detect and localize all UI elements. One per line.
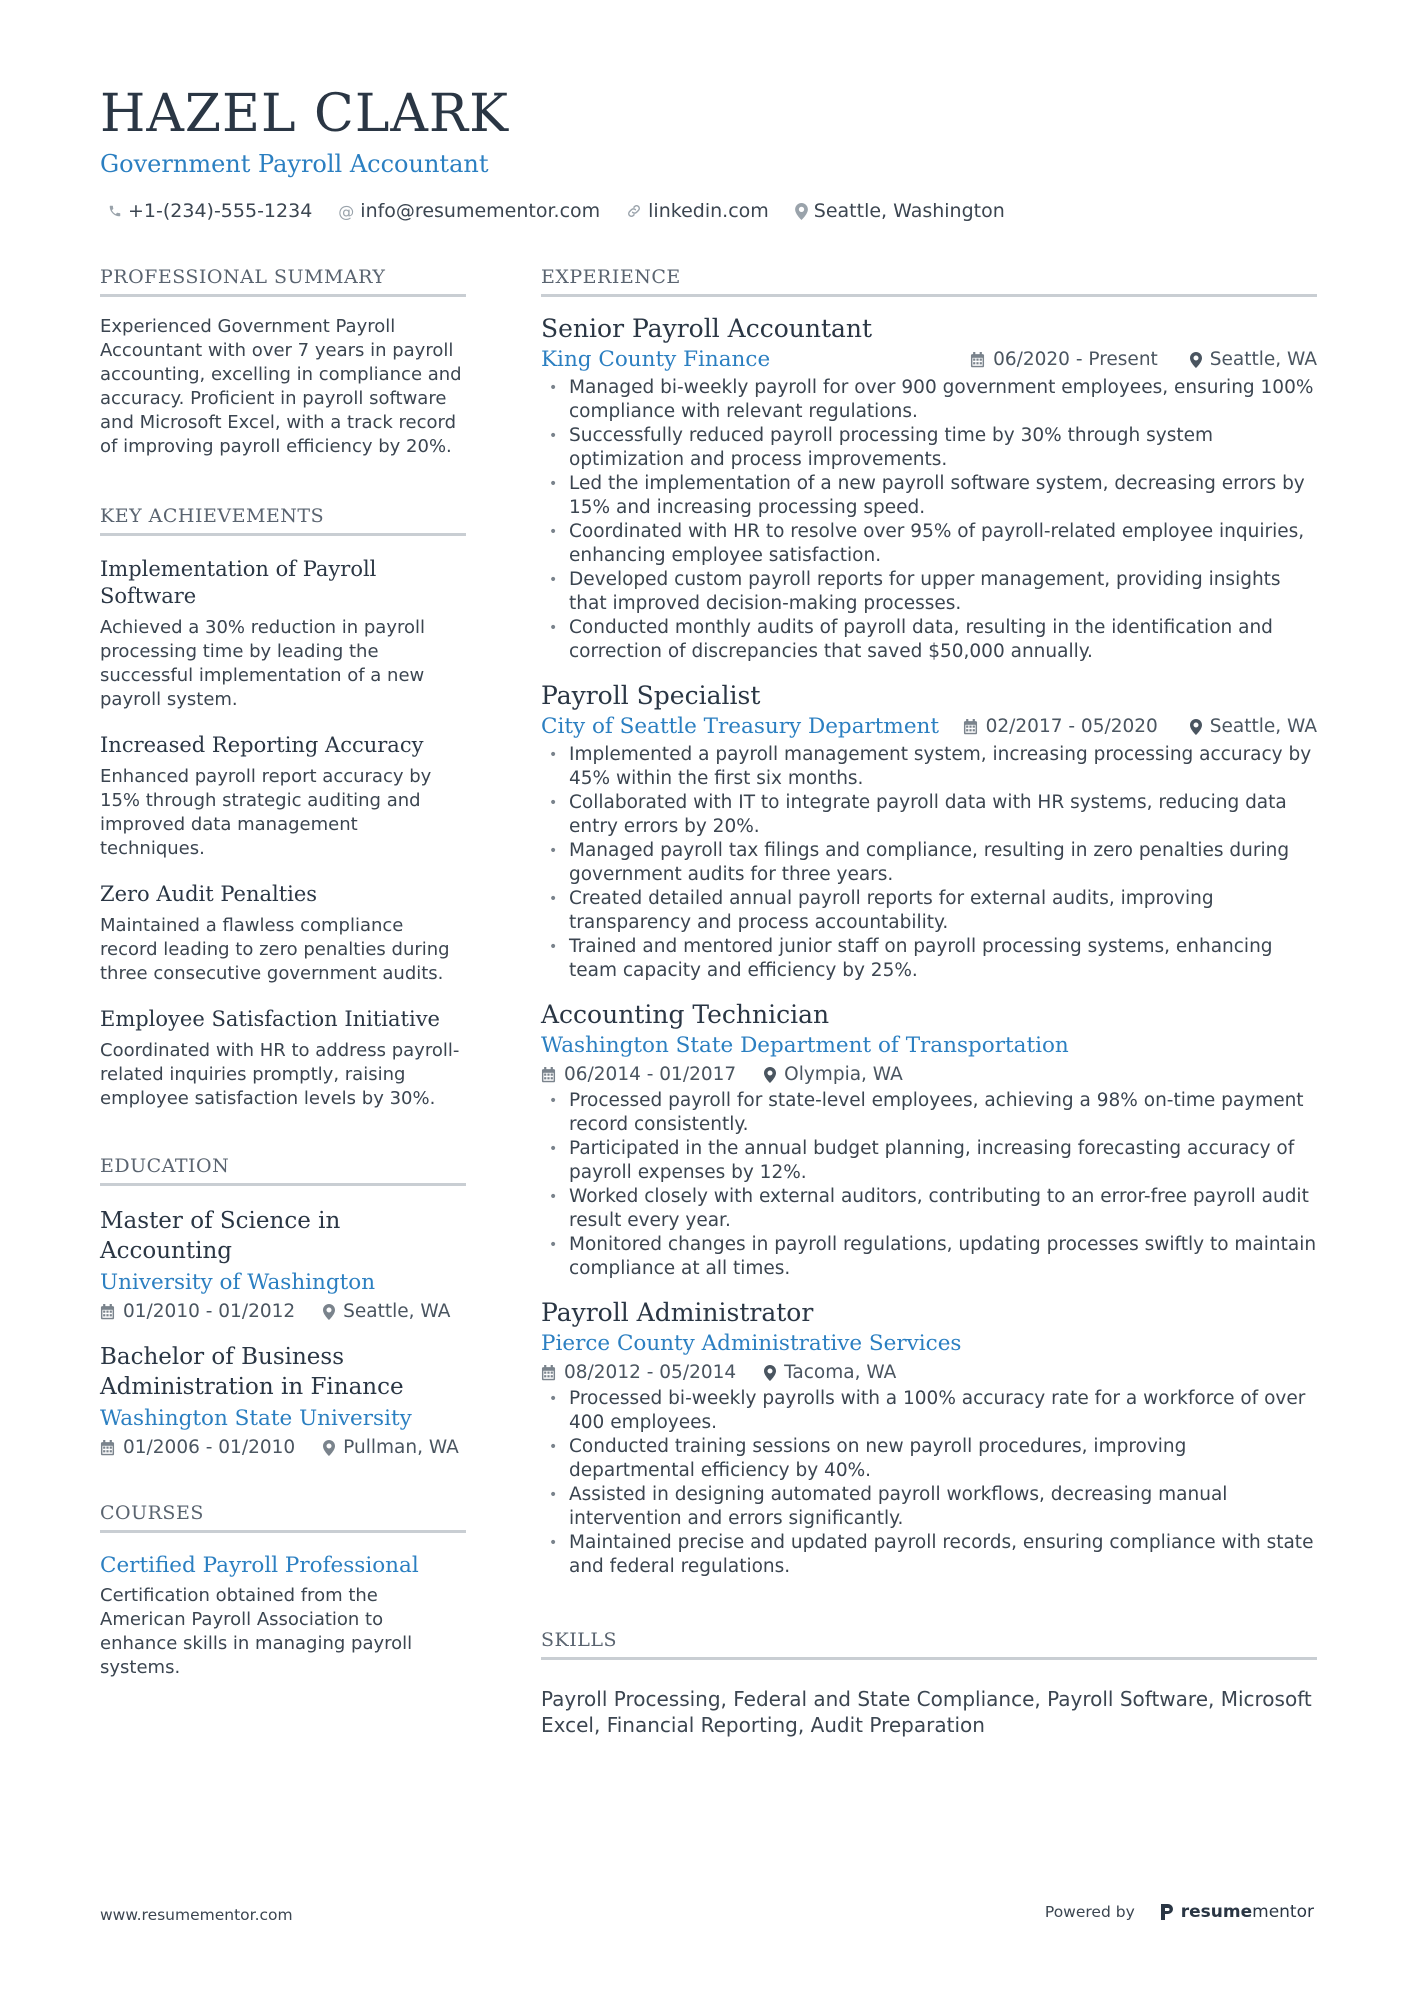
- contact-bar: [108, 200, 1005, 222]
- contact-email[interactable]: [338, 200, 600, 222]
- job-meta-row: [541, 347, 1317, 372]
- achievement-title: Employee Satisfaction Initiative: [100, 1007, 440, 1031]
- education-meta: [100, 1437, 466, 1458]
- job-bullet: • Led the implementation of a new payroll software system, decreasing errors by 15% and increasing processing speed.: [541, 472, 1317, 520]
- job-meta: [541, 1362, 1317, 1383]
- job-bullet: • Processed bi-weekly payrolls with a 100% accuracy rate for a workforce of over 400 employees.: [541, 1387, 1317, 1435]
- calendar-icon: [100, 1304, 115, 1320]
- candidate-name: HAZEL CLARK: [100, 84, 509, 144]
- right-column: [541, 266, 1317, 1738]
- course-title: Certified Payroll Professional: [100, 1553, 419, 1578]
- job-title: Payroll Specialist: [541, 681, 761, 710]
- job-bullet: • Conducted training sessions on new payroll procedures, improving departmental efficiency by 40%.: [541, 1435, 1317, 1483]
- achievement-text: Coordinated with HR to address payroll-related inquiries promptly, raising employee satisfaction levels by 30%.: [100, 1040, 460, 1109]
- job-bullet: • Participated in the annual budget planning, increasing forecasting accuracy of payroll expenses by 12%.: [541, 1137, 1317, 1185]
- job-bullet: • Conducted monthly audits of payroll data, resulting in the identification and correction of discrepancies that saved $50,000 annually.: [541, 616, 1317, 664]
- education-meta: [100, 1301, 466, 1322]
- achievement-item: [100, 881, 466, 986]
- achievement-text: Maintained a flawless compliance record leading to zero penalties during three consecutive government audits.: [100, 915, 450, 984]
- company-name: Pierce County Administrative Services: [541, 1331, 962, 1356]
- summary-section: [100, 266, 466, 459]
- location-pin-icon: [795, 203, 808, 220]
- experience-heading: EXPERIENCE: [541, 266, 1317, 297]
- degree-title: Bachelor of Business Administration in Finance: [100, 1344, 404, 1400]
- achievement-item: [100, 556, 466, 712]
- calendar-icon: [970, 352, 985, 368]
- job-meta-row: [541, 714, 1317, 739]
- skills-heading: SKILLS: [541, 1629, 1317, 1660]
- job-dates: 08/2012 - 05/2014: [564, 1362, 737, 1383]
- job-title: Senior Payroll Accountant: [541, 314, 873, 343]
- job-bullets: [541, 743, 1317, 983]
- job-title: Accounting Technician: [541, 1000, 830, 1029]
- company-name: City of Seattle Treasury Department: [541, 714, 940, 739]
- contact-phone[interactable]: [108, 200, 312, 222]
- skills-text: Payroll Processing, Federal and State Compliance, Payroll Software, Microsoft Excel, Financial Reporting, Audit Preparation: [541, 1687, 1312, 1737]
- job-bullet: • Maintained precise and updated payroll records, ensuring compliance with state and federal regulations.: [541, 1531, 1317, 1579]
- courses-heading: COURSES: [100, 1502, 466, 1533]
- job-dates: 02/2017 - 05/2020: [985, 716, 1158, 737]
- courses-section: [100, 1502, 466, 1680]
- phone-icon: [108, 204, 122, 218]
- achievement-title: Implementation of Payroll Software: [100, 557, 377, 608]
- course-item: [100, 1553, 466, 1680]
- location-pin-icon: [1190, 719, 1202, 735]
- job-bullet: • Monitored changes in payroll regulations, updating processes swiftly to maintain compliance at all times.: [541, 1233, 1317, 1281]
- contact-linkedin[interactable]: [626, 200, 769, 222]
- company-name: Washington State Department of Transportation: [541, 1033, 1069, 1058]
- job-bullet: • Coordinated with HR to resolve over 95% of payroll-related employee inquiries, enhancing employee satisfaction.: [541, 520, 1317, 568]
- skills-section: [541, 1629, 1317, 1738]
- education-section: [100, 1155, 466, 1458]
- job-location: Seattle, WA: [1209, 716, 1317, 737]
- job-title: Payroll Administrator: [541, 1298, 814, 1327]
- job-entry: [541, 680, 1317, 983]
- education-dates: 01/2006 - 01/2010: [123, 1437, 296, 1458]
- education-location: Seattle, WA: [343, 1301, 451, 1322]
- job-bullet: • Assisted in designing automated payroll workflows, decreasing manual intervention and errors significantly.: [541, 1483, 1317, 1531]
- phone-text: +1-(234)-555-1234: [128, 200, 313, 222]
- job-bullet: • Created detailed annual payroll reports for external audits, improving transparency and process accountability.: [541, 887, 1317, 935]
- education-dates: 01/2010 - 01/2012: [123, 1301, 296, 1322]
- job-dates: 06/2014 - 01/2017: [564, 1064, 737, 1085]
- job-bullet: • Collaborated with IT to integrate payroll data with HR systems, reducing data entry errors by 20%.: [541, 791, 1317, 839]
- linkedin-text: linkedin.com: [648, 200, 769, 222]
- job-bullet: • Worked closely with external auditors, contributing to an error-free payroll audit result every year.: [541, 1185, 1317, 1233]
- achievement-item: [100, 732, 466, 861]
- education-item: [100, 1206, 466, 1322]
- course-text: Certification obtained from the American Payroll Association to enhance skills in managing payroll systems.: [100, 1585, 413, 1678]
- brand-bold: resume: [1180, 1902, 1253, 1922]
- calendar-icon: [100, 1440, 115, 1456]
- job-bullet: • Processed payroll for state-level employees, achieving a 98% on-time payment record consistently.: [541, 1089, 1317, 1137]
- job-bullets: [541, 376, 1317, 664]
- left-column: [100, 266, 466, 1680]
- job-bullet: • Implemented a payroll management system, increasing processing accuracy by 45% within the first six months.: [541, 743, 1317, 791]
- job-bullet: • Managed bi-weekly payroll for over 900 government employees, ensuring 100% compliance with relevant regulations.: [541, 376, 1317, 424]
- location-pin-icon: [323, 1304, 335, 1320]
- job-meta: [970, 349, 1317, 370]
- footer-website[interactable]: www.resumementor.com: [100, 1906, 293, 1924]
- company-name: King County Finance: [541, 347, 771, 372]
- location-pin-icon: [764, 1365, 776, 1381]
- education-location: Pullman, WA: [343, 1437, 459, 1458]
- achievements-section: [100, 505, 466, 1111]
- job-bullet: • Successfully reduced payroll processing time by 30% through system optimization and process improvements.: [541, 424, 1317, 472]
- achievement-text: Achieved a 30% reduction in payroll processing time by leading the successful implementation of a new payroll system.: [100, 617, 426, 710]
- achievement-title: Increased Reporting Accuracy: [100, 733, 424, 757]
- job-location: Tacoma, WA: [784, 1362, 897, 1383]
- school-name: Washington State University: [100, 1406, 412, 1431]
- powered-by-label: Powered by: [1044, 1903, 1135, 1921]
- job-bullet: • Developed custom payroll reports for upper management, providing insights that improved decision-making processes.: [541, 568, 1317, 616]
- achievements-heading: KEY ACHIEVEMENTS: [100, 505, 466, 536]
- location-pin-icon: [1190, 352, 1202, 368]
- brand-light: mentor: [1252, 1902, 1314, 1922]
- job-entry: [541, 999, 1317, 1281]
- email-text: info@resumementor.com: [360, 200, 601, 222]
- summary-heading: PROFESSIONAL SUMMARY: [100, 266, 466, 297]
- job-bullet: • Trained and mentored junior staff on payroll processing systems, enhancing team capacity and efficiency by 25%.: [541, 935, 1317, 983]
- location-pin-icon: [323, 1440, 335, 1456]
- link-icon: [626, 203, 642, 219]
- achievement-text: Enhanced payroll report accuracy by 15% through strategic auditing and improved data management techniques.: [100, 766, 432, 859]
- education-heading: EDUCATION: [100, 1155, 466, 1186]
- education-item: [100, 1342, 466, 1458]
- footer-branding: [1045, 1902, 1314, 1922]
- achievement-item: [100, 1006, 466, 1111]
- job-meta: [963, 716, 1317, 737]
- summary-text: Experienced Government Payroll Accountant with over 7 years in payroll accounting, excelling in compliance and accuracy. Proficient in payroll software and Microsoft Excel, with a track record of improving payroll efficiency by 20%.: [100, 316, 462, 457]
- job-entry: [541, 313, 1317, 664]
- resumementor-logo-icon: [1159, 1902, 1175, 1922]
- calendar-icon: [541, 1067, 556, 1083]
- job-location: Olympia, WA: [784, 1064, 903, 1085]
- at-icon: @: [338, 201, 355, 221]
- degree-title: Master of Science in Accounting: [100, 1208, 341, 1264]
- location-pin-icon: [764, 1067, 776, 1083]
- job-bullets: [541, 1089, 1317, 1281]
- candidate-title: Government Payroll Accountant: [100, 150, 489, 178]
- location-text: Seattle, Washington: [813, 200, 1005, 222]
- calendar-icon: [541, 1365, 556, 1381]
- job-entry: [541, 1297, 1317, 1579]
- school-name: University of Washington: [100, 1270, 376, 1295]
- brand-logo[interactable]: [1159, 1902, 1314, 1922]
- job-meta: [541, 1064, 1317, 1085]
- job-bullet: • Managed payroll tax filings and compliance, resulting in zero penalties during government audits for three years.: [541, 839, 1317, 887]
- achievement-title: Zero Audit Penalties: [100, 882, 318, 906]
- job-bullets: [541, 1387, 1317, 1579]
- job-dates: 06/2020 - Present: [993, 349, 1158, 370]
- contact-location: [795, 200, 1005, 222]
- job-location: Seattle, WA: [1209, 349, 1317, 370]
- calendar-icon: [963, 719, 978, 735]
- experience-section: [541, 266, 1317, 1579]
